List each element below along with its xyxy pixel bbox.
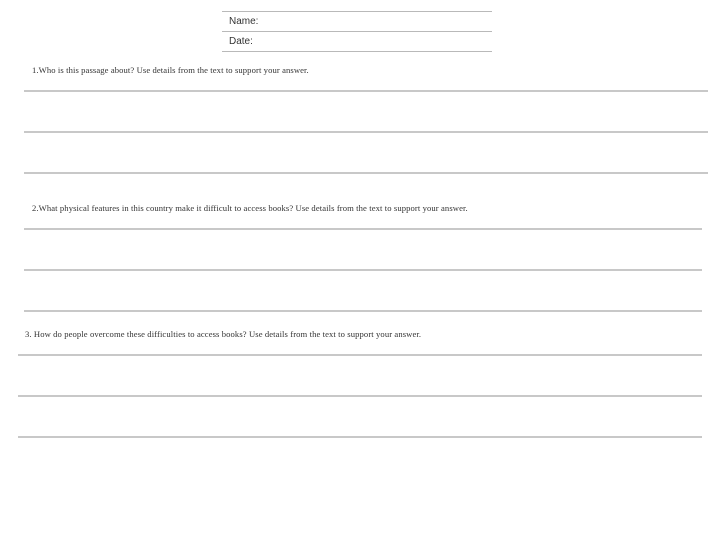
question-2-text: What physical features in this country make it difficult to access books? Use details from the text to support your answer. — [38, 203, 468, 213]
question-2 — [32, 203, 468, 213]
question-2-number: 2. — [32, 203, 39, 213]
answer-line-1b[interactable] — [24, 131, 708, 133]
answer-line-2c[interactable] — [24, 310, 702, 312]
date-label: Date: — [229, 36, 253, 47]
answer-line-3c[interactable] — [18, 436, 702, 438]
question-3-number: 3. — [25, 329, 32, 339]
question-1-text: Who is this passage about? Use details from the text to support your answer. — [38, 65, 309, 75]
answer-line-2a[interactable] — [24, 228, 702, 230]
name-field[interactable] — [222, 12, 492, 32]
question-1-number: 1. — [32, 65, 39, 75]
answer-line-2b[interactable] — [24, 269, 702, 271]
name-label: Name: — [229, 16, 259, 27]
answer-line-3b[interactable] — [18, 395, 702, 397]
question-3 — [25, 329, 421, 339]
answer-line-3a[interactable] — [18, 354, 702, 356]
name-date-header — [222, 11, 492, 52]
question-1 — [32, 65, 309, 75]
date-field[interactable] — [222, 32, 492, 52]
question-3-text: How do people overcome these difficulties to access books? Use details from the text to support your answer. — [33, 329, 422, 339]
answer-line-1c[interactable] — [24, 172, 708, 174]
answer-line-1a[interactable] — [24, 90, 708, 92]
